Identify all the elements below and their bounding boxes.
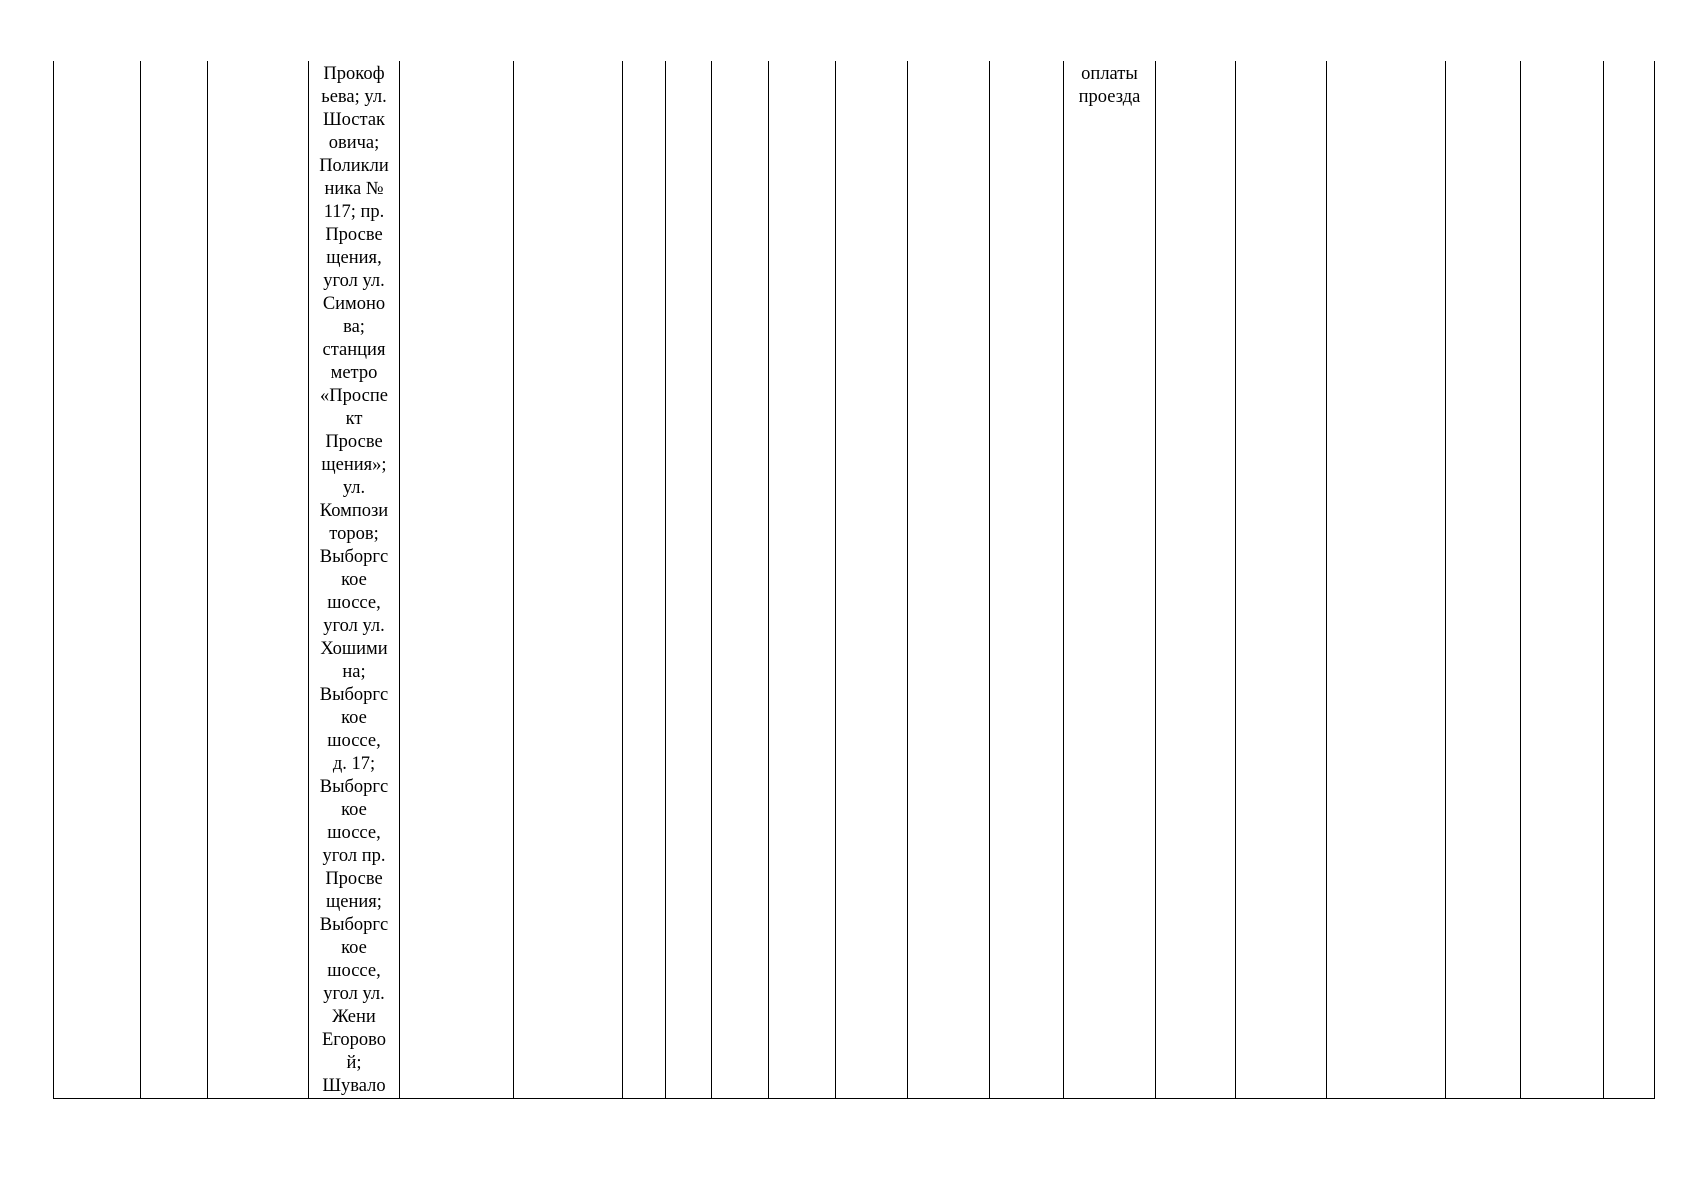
table-cell-12 — [908, 61, 990, 1099]
table-cell-10 — [769, 61, 836, 1099]
table-cell-19 — [1521, 61, 1604, 1099]
table-cell-9 — [712, 61, 769, 1099]
table-cell-6 — [514, 61, 623, 1099]
table-cell-17 — [1327, 61, 1446, 1099]
table-cell-18 — [1446, 61, 1521, 1099]
table-cell-20 — [1604, 61, 1655, 1099]
table-cell-8 — [666, 61, 712, 1099]
stops-text: Прокоф ьева; ул. Шостак овича; Поликли ника № 117; пр. Просве щения, угол ул. Симоно ва; станция метро «Проспе кт Просве щения»; ул. Компози торов; Выборгс кое шоссе, угол ул. Хошими на; Выборгс кое шоссе, д. 17; Выборгс кое шоссе, угол пр. Просве щения; Выборгс кое шоссе, угол ул. Жени Егорово й; Шувало — [319, 64, 389, 1096]
payment-text: оплаты проезда — [1078, 64, 1141, 107]
table-cell-1 — [54, 61, 141, 1099]
table-cell-11 — [836, 61, 908, 1099]
document-table — [53, 61, 1655, 1099]
table-cell-13 — [990, 61, 1064, 1099]
table-cell-2 — [141, 61, 208, 1099]
table-cell-stops — [309, 61, 400, 1099]
table-cell-7 — [623, 61, 666, 1099]
table-cell-15 — [1156, 61, 1236, 1099]
table-cell-payment — [1064, 61, 1156, 1099]
table-cell-16 — [1236, 61, 1327, 1099]
table-cell-3 — [208, 61, 309, 1099]
table-row — [54, 61, 1655, 1099]
table-cell-5 — [400, 61, 514, 1099]
